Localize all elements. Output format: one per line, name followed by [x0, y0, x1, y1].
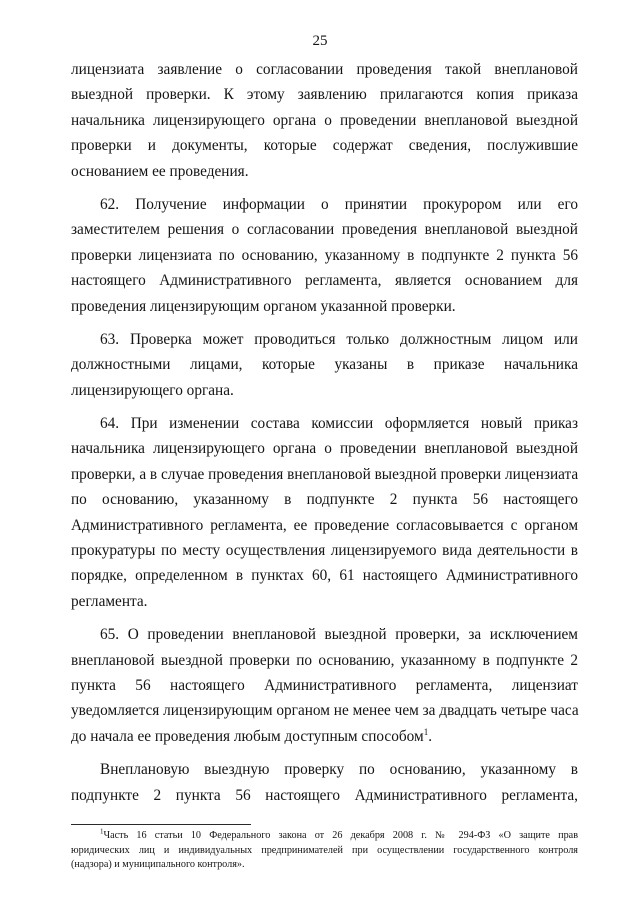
text-fragment: Часть 16 статьи 10 Федерального закона от 26 декабря 2008 г. № 294-ФЗ «О защите прав	[103, 830, 578, 841]
text-line: уведомляется лицензирующим органом не менее чем за двадцать четыре часа	[71, 702, 579, 720]
text-line: проверки и документы, которые содержат сведения, послужившие	[71, 137, 578, 155]
paragraph-unplanned-inspection	[71, 757, 578, 808]
text-line: выездной проверки. К этому заявлению прилагаются копия приказа	[71, 86, 578, 104]
footnote-marker: 1	[100, 827, 104, 836]
text-line: заместителем решения о согласовании проведения внеплановой выездной	[71, 221, 578, 239]
paragraph-63	[71, 327, 578, 403]
text-line: прокуратуры по месту осуществления лицензируемого вида деятельности в	[71, 542, 578, 560]
text-line: по основанию, указанному в подпункте 2 пункта 56 настоящего	[71, 491, 578, 509]
footnote-reference[interactable]: 1	[423, 726, 429, 737]
text-line: проверки, а в случае проведения внеплановой выездной проверки лицензиата	[71, 465, 579, 483]
text-line: лицензирующего органа.	[71, 381, 234, 399]
text-line: лицензиата заявление о согласовании проведения такой внеплановой	[71, 61, 578, 78]
text-line: начальника лицензирующего органа о проведении внеплановой выездной	[71, 111, 578, 129]
text-line: проведения лицензирующим органом указанной проверки.	[71, 297, 456, 315]
text-fragment: до начала ее проведения любым доступным способом	[71, 727, 424, 745]
text-line	[71, 724, 578, 749]
text-line: 64. При изменении состава комиссии оформляется новый приказ	[100, 415, 578, 433]
text-line: Внеплановую выездную проверку по основанию, указанному в	[100, 761, 578, 779]
text-line: порядке, определенном в пунктах 60, 61 настоящего Административного	[71, 567, 578, 585]
text-line: 62. Получение информации о принятии прокурором или его	[100, 195, 578, 213]
footnote-line	[71, 829, 578, 844]
text-line: должностными лицами, которые указаны в приказе начальника	[71, 356, 578, 374]
text-line: внеплановой выездной проверки по основанию, указанному в подпункте 2	[71, 651, 578, 669]
text-line: Административного регламента, ее проведение согласовывается с органом	[71, 516, 578, 534]
text-line: регламента.	[71, 592, 148, 610]
text-line: основанием ее проведения.	[71, 162, 249, 180]
page-number: 25	[312, 33, 328, 49]
footnote-line: юридических лиц и индивидуальных предпринимателей при осуществлении государственного контроля	[71, 844, 578, 856]
text-line: подпункте 2 пункта 56 настоящего Административного регламента,	[71, 786, 578, 804]
footnote-line: (надзора) и муниципального контроля».	[71, 859, 245, 871]
paragraph-62	[71, 192, 578, 319]
footnote	[71, 829, 578, 873]
paragraph-continuation	[71, 57, 578, 184]
footnote-divider	[71, 824, 251, 825]
text-line: 65. О проведении внеплановой выездной проверки, за исключением	[100, 626, 578, 644]
text-line: настоящего Административного регламента, является основанием для	[71, 272, 578, 290]
paragraph-64	[71, 411, 578, 614]
body-text	[71, 57, 578, 808]
text-line: начальника лицензирующего органа о проведении внеплановой выездной	[71, 440, 578, 458]
text-line: проверки лицензиата по основанию, указанному в подпункте 2 пункта 56	[71, 246, 578, 264]
text-fragment: .	[428, 727, 433, 745]
text-line: пункта 56 настоящего Административного регламента, лицензиат	[71, 676, 578, 694]
paragraph-65	[71, 622, 578, 749]
text-line: 63. Проверка может проводиться только должностным лицом или	[100, 330, 578, 348]
